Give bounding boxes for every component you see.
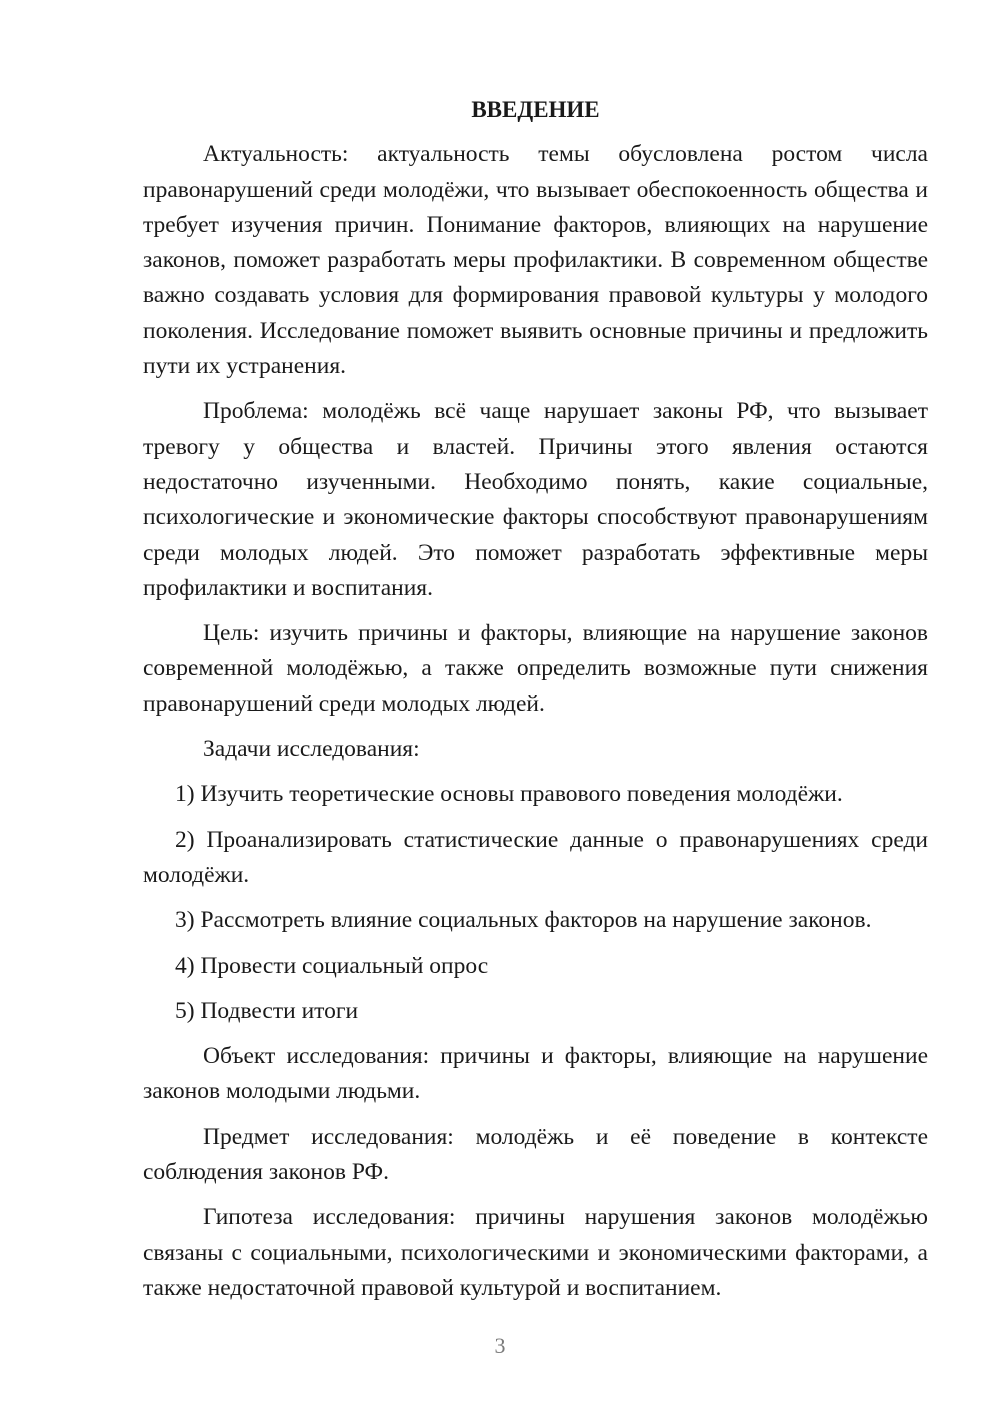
paragraph-hypothesis: Гипотеза исследования: причины нарушения законов молодёжью связаны с социальными, психологическими и экономическими факторами, а также недостаточной правовой культурой и воспитанием.: [143, 1204, 928, 1301]
page-number: 3: [494, 1333, 506, 1358]
section-title: ВВЕДЕНИЕ: [471, 97, 600, 122]
paragraph-subject: Предмет исследования: молодёжь и её поведение в контексте соблюдения законов РФ.: [143, 1123, 928, 1186]
paragraph-problem: Проблема: молодёжь всё чаще нарушает законы РФ, что вызывает тревогу у общества и властей. Причины этого явления остаются недостаточно изученными. Необходимо понять, какие социальные, психологические и экономические факторы способствуют правонарушениям среди молодых людей. Это поможет разработать эффективные меры профилактики и воспитания.: [143, 398, 928, 601]
task-item-4: 4) Провести социальный опрос: [175, 952, 489, 979]
task-item-5: 5) Подвести итоги: [175, 997, 359, 1024]
paragraph-goal: Цель: изучить причины и факторы, влияющие на нарушение законов современной молодёжью, а также определить возможные пути снижения правонарушений среди молодых людей.: [143, 620, 928, 717]
task-item-3: 3) Рассмотреть влияние социальных факторов на нарушение законов.: [175, 907, 872, 934]
paragraph-tasks-heading: Задачи исследования:: [203, 736, 420, 763]
task-item-2: 2) Проанализировать статистические данные о правонарушениях среди молодёжи.: [143, 826, 928, 888]
task-item-1: 1) Изучить теоретические основы правового поведения молодёжи.: [175, 781, 843, 808]
paragraph-relevance: Актуальность: актуальность темы обусловлена ростом числа правонарушений среди молодёжи, что вызывает обеспокоенность общества и требует изучения причин. Понимание факторов, влияющих на нарушение законов, поможет разработать меры профилактики. В современном обществе важно создавать условия для формирования правовой культуры у молодого поколения. Исследование поможет выявить основные причины и предложить пути их устранения.: [143, 141, 928, 380]
page-content: [143, 92, 928, 1306]
paragraph-object: Объект исследования: причины и факторы, влияющие на нарушение законов молодыми людьми.: [143, 1043, 928, 1105]
